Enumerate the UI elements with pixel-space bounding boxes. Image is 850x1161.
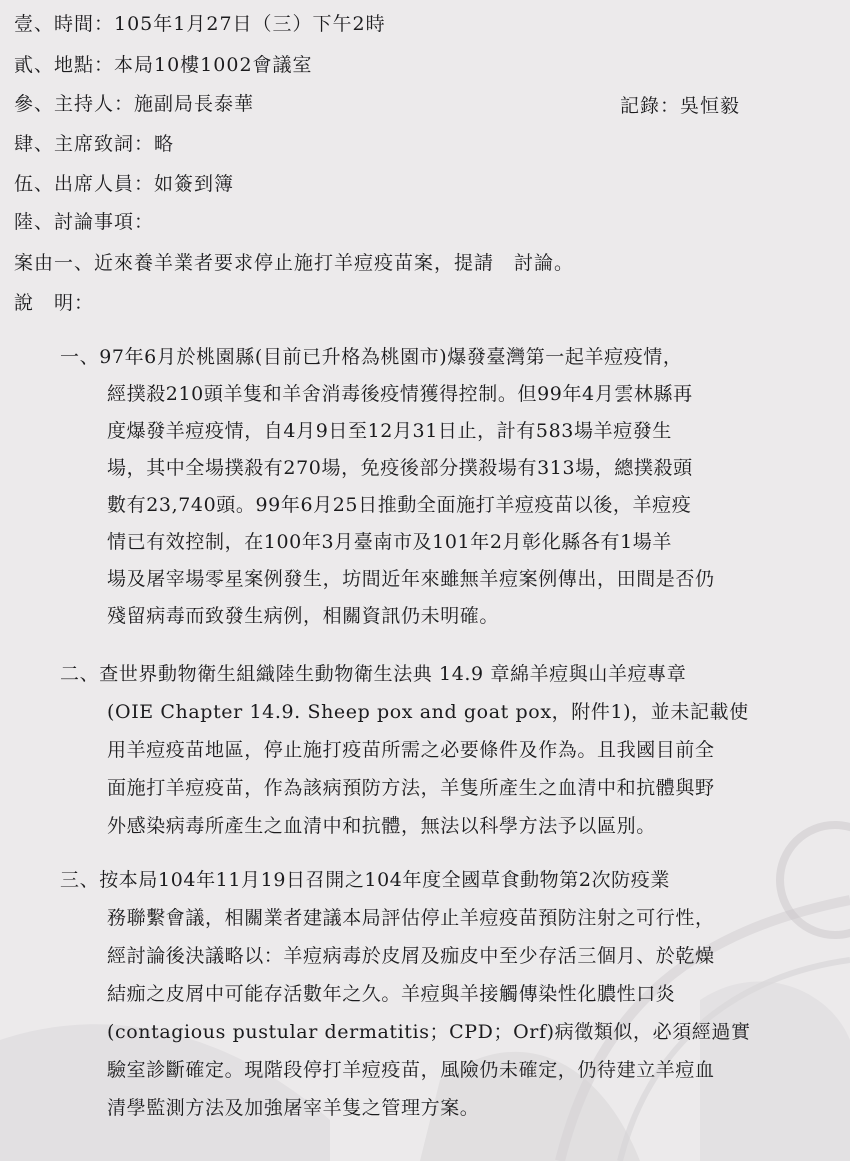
- paragraph-line: 場，其中全場撲殺有270場，免疫後部分撲殺場有313場，總撲殺頭: [107, 457, 693, 479]
- paragraph-line: 結痂之皮屑中可能存活數年之久。羊痘與羊接觸傳染性化膿性口炎: [107, 983, 676, 1005]
- chair-speech: 肆、主席致詞：略: [14, 133, 175, 155]
- paragraph-line: 度爆發羊痘疫情，自4月9日至12月31日止，計有583場羊痘發生: [107, 420, 672, 442]
- meeting-recorder: 記錄：吳恒毅: [620, 95, 741, 117]
- paragraph-line: 數有23,740頭。99年6月25日推動全面施打羊痘疫苗以後，羊痘疫: [107, 494, 692, 516]
- paragraph-line: 殘留病毒而致發生病例，相關資訊仍未明確。: [107, 605, 500, 627]
- paragraph-line: 用羊痘疫苗地區，停止施打疫苗所需之必要條件及作為。且我國目前全: [107, 739, 715, 761]
- paragraph-line: 三、按本局104年11月19日召開之104年度全國草食動物第2次防疫業: [60, 869, 670, 891]
- meeting-location: 貳、地點：本局10樓1002會議室: [14, 54, 313, 76]
- paragraph-line: 面施打羊痘疫苗，作為該病預防方法，羊隻所產生之血清中和抗體與野: [107, 777, 715, 799]
- meeting-time: 壹、時間：105年1月27日（三）下午2時: [14, 13, 386, 35]
- paragraph-line: 外感染病毒所產生之血清中和抗體，無法以科學方法予以區別。: [107, 815, 656, 837]
- paragraph-line: 二、查世界動物衛生組織陸生動物衛生法典 14.9 章綿羊痘與山羊痘專章: [60, 663, 687, 685]
- discussion-heading: 陸、討論事項：: [14, 211, 155, 233]
- meeting-chair: 參、主持人：施副局長泰華: [14, 93, 255, 115]
- paragraph-line: 情已有效控制，在100年3月臺南市及101年2月彰化縣各有1場羊: [107, 531, 672, 553]
- paragraph-line: 清學監測方法及加強屠宰羊隻之管理方案。: [107, 1097, 480, 1119]
- paragraph-line: 經討論後決議略以：羊痘病毒於皮屑及痂皮中至少存活三個月、於乾燥: [107, 945, 715, 967]
- attendees: 伍、出席人員：如簽到簿: [14, 173, 235, 195]
- paragraph-line: 一、97年6月於桃園縣(目前已升格為桃園市)爆發臺灣第一起羊痘疫情，: [60, 346, 683, 368]
- case-title: 案由一、近來養羊業者要求停止施打羊痘疫苗案，提請 討論。: [14, 252, 575, 274]
- paragraph-line: (OIE Chapter 14.9. Sheep pox and goat pox，附件1)，並未記載使: [107, 701, 749, 723]
- paragraph-line: 驗室診斷確定。現階段停打羊痘疫苗，風險仍未確定，仍待建立羊痘血: [107, 1059, 715, 1081]
- explanation-label: 說 明：: [14, 292, 95, 314]
- paragraph-line: 經撲殺210頭羊隻和羊舍消毒後疫情獲得控制。但99年4月雲林縣再: [107, 383, 693, 405]
- paragraph-line: 場及屠宰場零星案例發生，坊間近年來雖無羊痘案例傳出，田間是否仍: [107, 568, 715, 590]
- paragraph-line: 務聯繫會議，相關業者建議本局評估停止羊痘疫苗預防注射之可行性，: [107, 907, 715, 929]
- paragraph-line: (contagious pustular dermatitis；CPD；Orf)病徵類似，必須經過實: [107, 1021, 751, 1043]
